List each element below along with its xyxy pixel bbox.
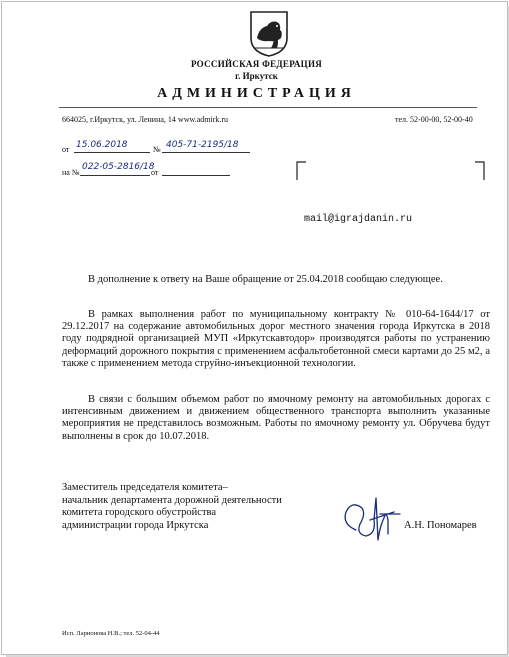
reply-date-underline bbox=[162, 175, 230, 176]
signatory-title-line-3: комитета городского обустройства bbox=[62, 507, 217, 518]
body-paragraph-2 bbox=[62, 309, 490, 370]
signatory-title-line-2: начальник департамента дорожной деятельности bbox=[62, 494, 282, 506]
header-address: 664025, г.Иркутск, ул. Ленина, 14 www.admirk.ru bbox=[62, 115, 229, 124]
header-country: РОССИЙСКАЯ ФЕДЕРАЦИЯ bbox=[190, 59, 323, 69]
body-paragraph-1 bbox=[62, 274, 490, 286]
reply-number-label: на № bbox=[62, 168, 80, 177]
executor-info: Исп. Ларионова Н.В.; тел. 52-04-44 bbox=[62, 630, 160, 637]
signatory-title-line-4: администрации города Иркутска bbox=[62, 519, 209, 531]
ref-from-label: от bbox=[62, 145, 70, 154]
signatory-title-line-1: Заместитель председателя комитета– bbox=[62, 482, 228, 493]
signatory-title bbox=[62, 482, 282, 532]
ref-number-label: № bbox=[153, 145, 161, 154]
letter-page bbox=[1, 1, 508, 655]
recipient-corner-marks bbox=[296, 160, 486, 182]
header-divider bbox=[59, 107, 477, 108]
reply-number-underline bbox=[80, 175, 150, 176]
header-organization: АДМИНИСТРАЦИЯ bbox=[157, 86, 356, 101]
irkutsk-coat-of-arms-icon bbox=[247, 8, 291, 58]
reply-from-label: от bbox=[151, 168, 159, 177]
ref-number: 405-71-2195/18 bbox=[166, 140, 239, 150]
handwritten-signature bbox=[336, 490, 408, 546]
reply-number: 022-05-2816/18 bbox=[82, 162, 155, 172]
ref-number-underline bbox=[162, 152, 250, 153]
ref-date: 15.06.2018 bbox=[76, 140, 128, 150]
signatory-name: А.Н. Пономарев bbox=[404, 520, 477, 531]
body-paragraph-3-text: В связи с большим объемом работ по ямочному ремонту на автомобильных дорогах с интенсивным движением и движением общественного транспорта выполнить указанные мероприятия не представилось возможным. Работы по ямочному ремонту ул. Обручева будут выполнены в срок до 10.07.2018. bbox=[62, 394, 490, 442]
body-paragraph-2-text: В рамках выполнения работ по муниципальному контракту № 010-64-1644/17 от 29.12.2017 на содержание автомобильных дорог местного значения города Иркутска в 2018 году подрядной организацией МУП «Иркутскавтодор» производятся работы по устранению деформаций дорожного покрытия с применением асфальтобетонной смеси картами до 25 м2, а также с применением метода струйно-инъекционной технологии. bbox=[62, 309, 490, 369]
header-phones: тел. 52-00-00, 52-00-40 bbox=[395, 115, 473, 124]
ref-date-underline bbox=[74, 152, 150, 153]
body-paragraph-1-text: В дополнение к ответу на Ваше обращение от 25.04.2018 сообщаю следующее. bbox=[88, 274, 443, 285]
body-paragraph-3 bbox=[62, 394, 490, 443]
header-city: г. Иркутск bbox=[235, 71, 278, 81]
recipient-email: mail@igrajdanin.ru bbox=[304, 214, 413, 225]
